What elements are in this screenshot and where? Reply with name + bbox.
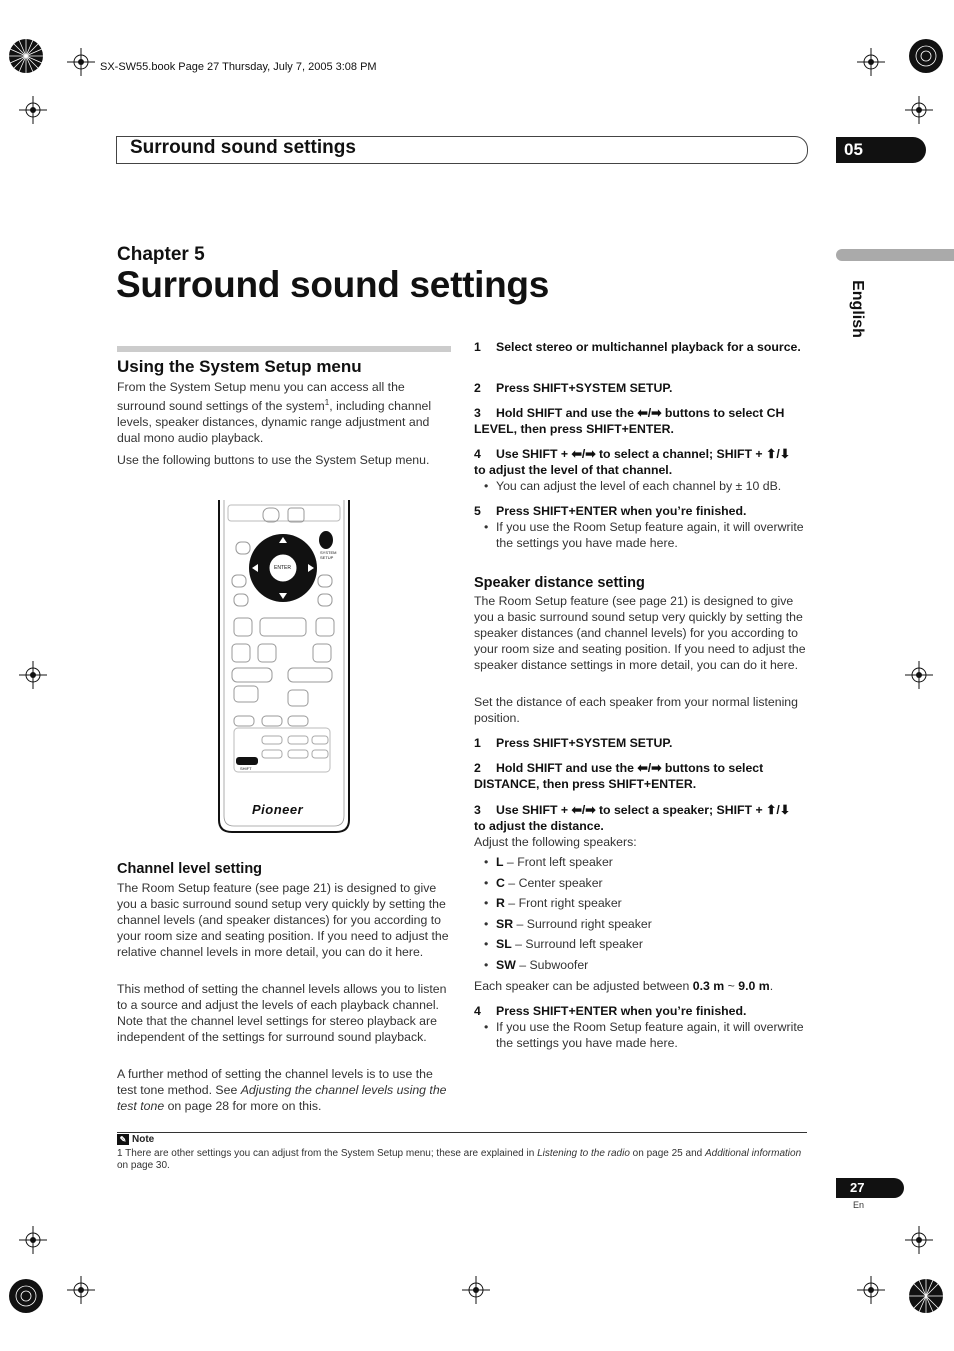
crosshair-icon [19,661,47,689]
header-title: Surround sound settings [130,137,356,158]
speaker-list-item: • SL – Surround left speaker [484,936,816,952]
speaker-distance-paragraph-1: The Room Setup feature (see page 21) is designed to give you a basic surround sound setup very quickly by setting the speaker distances (and channel levels) for you according to your room size and seating position. If you need to adjust the speaker distance settings in more detail, you can do it here. [474,594,806,672]
crosshair-icon [462,1276,490,1304]
section-heading-speaker-distance: Speaker distance setting [474,575,645,591]
distance-step-1: 1 Press SHIFT+SYSTEM SETUP. [474,736,673,750]
channel-level-paragraph-2: This method of setting the channel levels allows you to listen to a source and adjust the levels of each playback channel. Note that the channel level settings for stereo playback are independent of the settings for surround sound playback. [117,982,447,1044]
step-1: 1 Select stereo or multichannel playback for a source. [474,340,801,354]
registration-sunburst-icon [908,38,944,74]
speaker-list-item: • C – Center speaker [484,875,816,891]
footnote: 1 There are other settings you can adjust from the System Setup menu; these are explained in Listening to the radio on page 25 and Additional information on page 30. [117,1148,802,1171]
channel-level-paragraph-1: The Room Setup feature (see page 21) is designed to give you a basic surround sound setup very quickly by setting the channel levels (and speaker distances) for you according to your room size and seating position. If you need to adjust the relative channel levels in more detail, you can do it here. [117,881,449,959]
step-5: 5 Press SHIFT+ENTER when you’re finished. [474,504,747,518]
step-4: 4 Use SHIFT + ⬅/➡ to select a channel; SHIFT + ⬆/⬇ to adjust the level of that channel. [474,447,791,477]
distance-step-2: 2 Hold SHIFT and use the ⬅/➡ buttons to select DISTANCE, then press SHIFT+ENTER. [474,761,764,791]
crosshair-icon [905,96,933,124]
speaker-distance-paragraph-2: Set the distance of each speaker from your normal listening position. [474,695,798,725]
crosshair-icon [19,96,47,124]
chapter-number-badge: 05 [836,137,926,163]
footnote-ref[interactable]: 1 [324,398,330,407]
registration-sunburst-icon [8,1278,44,1314]
page-language: En [853,1200,865,1210]
speaker-list-item: • L – Front left speaker [484,854,816,870]
note-pencil-icon: ✎ [117,1134,129,1145]
section-heading-system-setup: Using the System Setup menu [117,357,362,376]
step-3: 3 Hold SHIFT and use the ⬅/➡ buttons to select CH LEVEL, then press SHIFT+ENTER. [474,406,785,436]
speaker-list-item: • SW – Subwoofer [484,957,816,973]
crosshair-icon [857,48,885,76]
channel-level-paragraph-3: A further method of setting the channel levels is to use the test tone method. See Adjusting the channel levels using the test tone on page 28 for more on this. [117,1067,447,1113]
intro-paragraph-2: Use the following buttons to use the System Setup menu. [117,453,430,467]
adjust-label: Adjust the following speakers: [474,835,637,849]
registration-sunburst-icon [8,38,44,74]
distance-step-4: 4 Press SHIFT+ENTER when you’re finished. [474,1004,747,1018]
intro-paragraph: From the System Setup menu you can access all the surround sound settings of the system$^1$, including channel levels, speaker distances, dynamic range adjustment and dual mono audio playback. [117,380,432,446]
distance-step-3: 3 Use SHIFT + ⬅/➡ to select a speaker; SHIFT + ⬆/⬇ to adjust the distance. [474,803,791,833]
crosshair-icon [905,661,933,689]
speaker-list-item: • R – Front right speaker [484,895,816,911]
crosshair-icon [905,1226,933,1254]
chapter-label: Chapter 5 [117,244,205,265]
registration-sunburst-icon [908,1278,944,1314]
note-rule [117,1132,807,1133]
language-label: English [848,280,866,338]
crosshair-icon [67,1276,95,1304]
step-2: 2 Press SHIFT+SYSTEM SETUP. [474,381,673,395]
distance-range: Each speaker can be adjusted between 0.3 m ~ 9.0 m. [474,979,774,993]
step-4-bullet: • You can adjust the level of each channel by ± 10 dB. [484,478,816,494]
enter-button-label: ENTER [274,565,291,571]
note-heading: ✎ Note [117,1134,154,1145]
crosshair-icon [67,48,95,76]
remote-control-illustration [218,500,350,834]
language-tab [836,249,954,261]
page-title: Surround sound settings [116,264,549,305]
system-setup-label: SYSTEM SETUP [320,550,337,560]
shift-button-label: SHIFT [240,766,252,771]
cross-reference[interactable]: Adjusting the channel levels using the test tone [117,1083,447,1113]
pioneer-logo: Pioneer [252,802,304,817]
section-rule [117,346,451,352]
crosshair-icon [857,1276,885,1304]
print-info: SX-SW55.book Page 27 Thursday, July 7, 2005 3:08 PM [100,61,377,73]
page-number-badge: 27 [836,1178,904,1198]
speaker-list-item: • SR – Surround right speaker [484,916,816,932]
distance-step-4-bullet: • If you use the Room Setup feature again, it will overwrite the settings you have made here. [484,1019,816,1051]
section-heading-channel-level: Channel level setting [117,861,263,877]
crosshair-icon [19,1226,47,1254]
step-5-bullet: • If you use the Room Setup feature again, it will overwrite the settings you have made here. [484,519,816,551]
